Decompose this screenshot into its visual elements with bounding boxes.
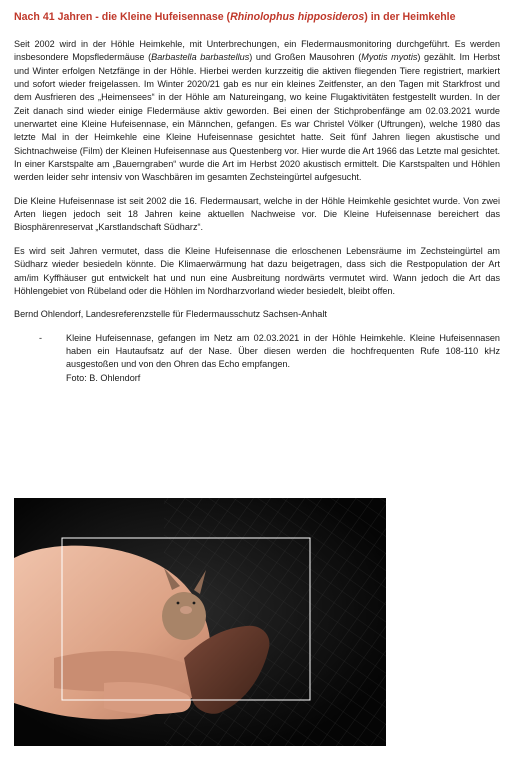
photo-credit: Foto: B. Ohlendorf xyxy=(66,372,141,383)
title-text-start: Nach 41 Jahren - die Kleine Hufeisennase ( xyxy=(14,11,231,23)
caption-bullet: - xyxy=(39,332,43,343)
paragraph-climate: Es wird seit Jahren vermutet, dass die Kleine Hufeisennase die erloschenen Lebensräume im Zechsteingürtel am Südharz wieder besiedeln könnte. Die Klimaerwärmung hat dazu beigetragen, dass sich die Restpopulation der Art am/im Kyffhäuser gut entwickelt hat und nun eine Ausbreitung nordwärts vermutet wird. Wann jedoch die Art das Höhlengebiet von Rübeland oder die Höhlen im Nordharzvorland wieder besiedelt, bleibt offen. xyxy=(14,245,500,296)
title-species-name: Rhinolophus hipposideros xyxy=(230,11,365,23)
bat-photo xyxy=(14,498,386,746)
bat-in-hand-image xyxy=(14,498,386,746)
document-page xyxy=(14,10,500,385)
bat-body xyxy=(162,592,206,640)
species-barbastella: Barbastella barbastellus xyxy=(151,52,250,63)
paragraph-monitoring: Seit 2002 wird in der Höhle Heimkehle, mit Unterbrechungen, ein Fledermausmonitoring durchgeführt. Es werden insbesondere Mopsfledermäuse (Barbastella barbastellus) und Großen Mausohren (Myotis myotis) gezählt. Im Herbst und Winter erfolgen Netzfänge in der Höhle. Hierbei werden kurzzeitig die aktiven fliegenden Tiere registriert, markiert und sofort wieder freigelassen. Im Winter 2020/21 gab es nur ein kleines Zeitfenster, an den Tagen mit Starkfrost und dem Ausfrieren des „Heimensees“ in der Höhle am Natureingang, wo keine Flugaktivitäten festgestellt wurden. In der Zeit danach sind wieder einige Fledermäuse aktiv geworden. Bei einen der Stichprobenfänge am 02.03.2021 wurde unerwartet eine Kleine Hufeisennase, ein Männchen, gefangen. Es war Christel Völker (Uftrungen), welche 1980 das letzte Mal in der Heimkehle eine Kleine Hufeisennase gesichtet hatte. Seit fünf Jahren liegen akustische und Sichtnachweise (Film) der Kleinen Hufeisennase aus Questenberg vor. Hier wurde die Art 1966 das Letzte mal gesichtet. In einer Karstspalte am „Bauerngraben“ wurde die Art im Herbst 2020 akustisch ermittelt. Die Karstspalten und Höhlen werden leider sehr intensiv von Waschbären im gesamten Zechsteingürtel aufgesucht. xyxy=(14,39,500,183)
bat-eye xyxy=(177,602,180,605)
bat-nose-leaf xyxy=(180,606,192,614)
article-title xyxy=(14,10,500,24)
species-myotis: Myotis myotis xyxy=(361,52,418,63)
photo-caption xyxy=(39,332,500,385)
title-text-end: ) in der Heimkehle xyxy=(364,11,456,23)
author-line: Bernd Ohlendorf, Landesreferenzstelle für Fledermausschutz Sachsen-Anhalt xyxy=(14,309,327,320)
paragraph-species-count: Die Kleine Hufeisennase ist seit 2002 die 16. Fledermausart, welche in der Höhle Heimkehle gesichtet wurde. Von zwei Arten liegen jedoch seit 18 Jahren keine aktuellen Nachweise vor. Die Kleine Hufeisennase bereichert das Biosphärenreservat „Karstlandschaft Südharz“. xyxy=(14,195,500,233)
caption-text: Kleine Hufeisennase, gefangen im Netz am 02.03.2021 in der Höhle Heimkehle. Kleine Hufeisennasen haben ein Hautaufsatz auf der Nase. Über diesen werden die hochfrequenten Rufe 108-110 kHz ausgestoßen und von den Ohren das Echo empfangen. xyxy=(66,332,500,370)
